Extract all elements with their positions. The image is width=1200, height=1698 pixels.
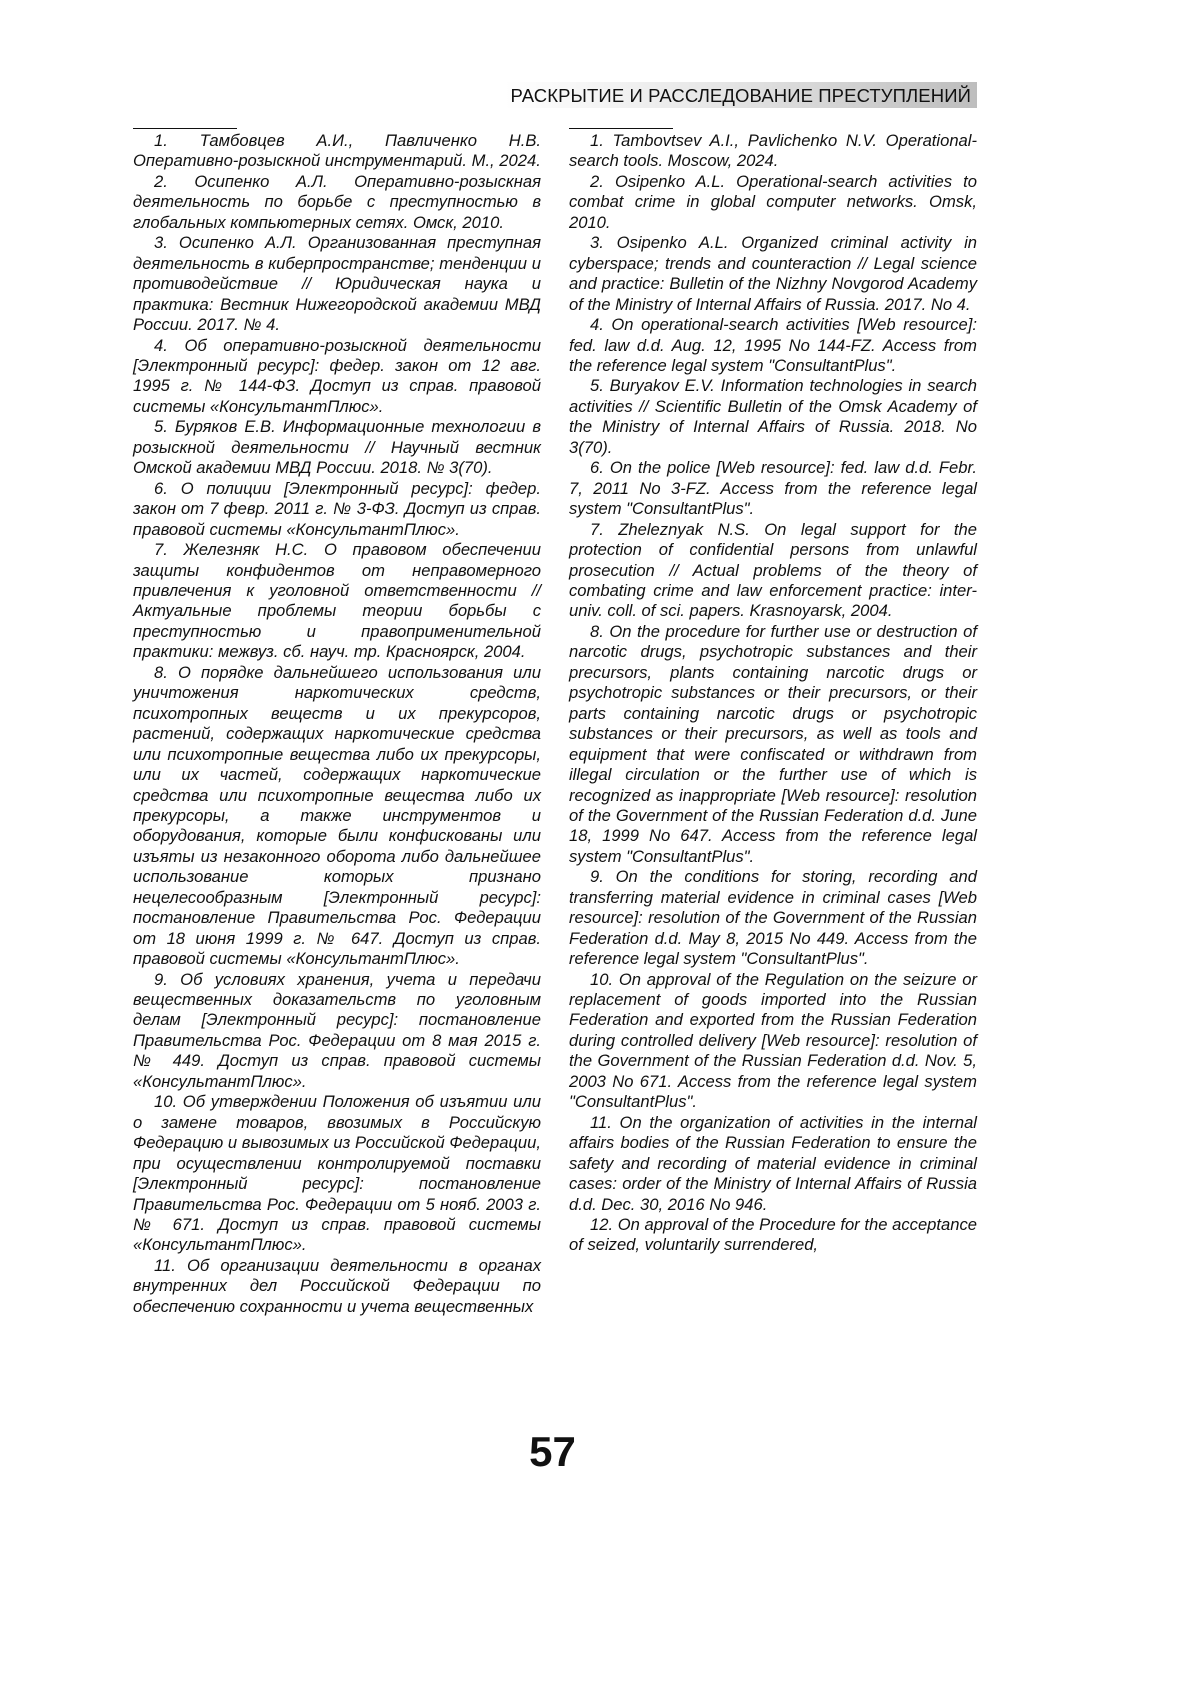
reference-item: 3. Osipenko A.L. Organized criminal activity in cyberspace; trends and counteraction // Legal science and practice: Bulletin of the Nizhny Novgorod Academy of the Ministry of Internal Affairs of Russia. 2017. No 4.: [569, 233, 977, 315]
references-english: [569, 128, 977, 1256]
running-header: [505, 82, 977, 108]
reference-item: 6. О полиции [Электронный ресурс]: федер. закон от 7 февр. 2011 г. № 3-ФЗ. Доступ из справ. правовой системы «КонсультантПлюс».: [133, 479, 541, 540]
reference-item: 10. Об утверждении Положения об изъятии или о замене товаров, ввозимых в Российскую Федерацию и вывозимых из Российской Федерации, при осуществлении контролируемой поставки [Электронный ресурс]: постановление Правительства Рос. Федерации от 5 нояб. 2003 г. № 671. Доступ из справ. правовой системы «КонсультантПлюс».: [133, 1092, 541, 1256]
reference-item: 10. On approval of the Regulation on the seizure or replacement of goods imported into the Russian Federation and exported from the Russian Federation during controlled delivery [Web resource]: resolution of the Government of the Russian Federation d.d. Nov. 5, 2003 No 671. Access from the reference legal system "ConsultantPlus".: [569, 970, 977, 1113]
reference-item: 6. On the police [Web resource]: fed. law d.d. Febr. 7, 2011 No 3-FZ. Access from the reference legal system "ConsultantPlus".: [569, 458, 977, 519]
page-number: 57: [0, 1428, 1105, 1476]
reference-item: 9. Об условиях хранения, учета и передачи вещественных доказательств по уголовным делам [Электронный ресурс]: постановление Правительства Рос. Федерации от 8 мая 2015 г. № 449. Доступ из справ. правовой системы «КонсультантПлюс».: [133, 970, 541, 1093]
references-russian: [133, 128, 541, 1317]
reference-item: 3. Осипенко А.Л. Организованная преступная деятельность в киберпространстве; тенденции и противодействие // Юридическая наука и практика: Вестник Нижегородской академии МВД России. 2017. № 4.: [133, 233, 541, 335]
section-title: РАСКРЫТИЕ И РАССЛЕДОВАНИЕ ПРЕСТУПЛЕНИЙ: [511, 85, 971, 107]
reference-item: 5. Буряков Е.В. Информационные технологии в розыскной деятельности // Научный вестник Омской академии МВД России. 2018. № 3(70).: [133, 417, 541, 478]
reference-item: 8. On the procedure for further use or destruction of narcotic drugs, psychotropic substances and their precursors, plants containing narcotic drugs or psychotropic substances or their precursors, or their parts containing narcotic drugs or psychotropic substances or their precursors, as well as tools and equipment that were confiscated or withdrawn from illegal circulation or the further use of which is recognized as inappropriate [Web resource]: resolution of the Government of the Russian Federation d.d. June 18, 1999 No 647. Access from the reference legal system "ConsultantPlus".: [569, 622, 977, 867]
reference-item: 5. Buryakov E.V. Information technologies in search activities // Scientific Bulletin of the Omsk Academy of the Ministry of Internal Affairs of Russia. 2018. No 3(70).: [569, 376, 977, 458]
reference-item: 7. Zheleznyak N.S. On legal support for the protection of confidential persons from unlawful prosecution // Actual problems of the theory of combating crime and law enforcement practice: inter-univ. coll. of sci. papers. Krasnoyarsk, 2004.: [569, 520, 977, 622]
reference-item: 11. Об организации деятельности в органах внутренних дел Российской Федерации по обеспечению сохранности и учета вещественных: [133, 1256, 541, 1317]
footnote-rule: [569, 128, 673, 129]
reference-item: 2. Osipenko A.L. Operational-search activities to combat crime in global computer networks. Omsk, 2010.: [569, 172, 977, 233]
reference-item: 1. Tambovtsev A.I., Pavlichenko N.V. Operational-search tools. Moscow, 2024.: [569, 131, 977, 172]
reference-item: 4. On operational-search activities [Web resource]: fed. law d.d. Aug. 12, 1995 No 144-FZ. Access from the reference legal system "ConsultantPlus".: [569, 315, 977, 376]
reference-item: 7. Железняк Н.С. О правовом обеспечении защиты конфидентов от неправомерного привлечения к уголовной ответственности // Актуальные проблемы теории борьбы с преступностью и правоприменительной практики: межвуз. сб. науч. тр. Красноярск, 2004.: [133, 540, 541, 663]
reference-item: 9. On the conditions for storing, recording and transferring material evidence in criminal cases [Web resource]: resolution of the Government of the Russian Federation d.d. May 8, 2015 No 449. Access from the reference legal system "ConsultantPlus".: [569, 867, 977, 969]
reference-item: 8. О порядке дальнейшего использования или уничтожения наркотических средств, психотропных веществ и их прекурсоров, растений, содержащих наркотические средства или психотропные вещества либо их прекурсоры, или их частей, содержащих наркотические средства или психотропные вещества либо их прекурсоры, а также инструментов и оборудования, которые были конфискованы или изъяты из незаконного оборота либо дальнейшее использование которых признано нецелесообразным [Электронный ресурс]: постановление Правительства Рос. Федерации от 18 июня 1999 г. № 647. Доступ из справ. правовой системы «КонсультантПлюс».: [133, 663, 541, 970]
reference-item: 4. Об оперативно-розыскной деятельности [Электронный ресурс]: федер. закон от 12 авг. 1995 г. № 144-ФЗ. Доступ из справ. правовой системы «КонсультантПлюс».: [133, 336, 541, 418]
reference-item: 2. Осипенко А.Л. Оперативно-розыскная деятельность по борьбе с преступностью в глобальных компьютерных сетях. Омск, 2010.: [133, 172, 541, 233]
reference-item: 11. On the organization of activities in the internal affairs bodies of the Russian Federation to ensure the safety and recording of material evidence in criminal cases: order of the Ministry of Internal Affairs of Russia d.d. Dec. 30, 2016 No 946.: [569, 1113, 977, 1215]
footnote-rule: [133, 128, 237, 129]
reference-item: 1. Тамбовцев А.И., Павличенко Н.В. Оперативно-розыскной инструментарий. М., 2024.: [133, 131, 541, 172]
reference-item: 12. On approval of the Procedure for the acceptance of seized, voluntarily surrendered,: [569, 1215, 977, 1256]
